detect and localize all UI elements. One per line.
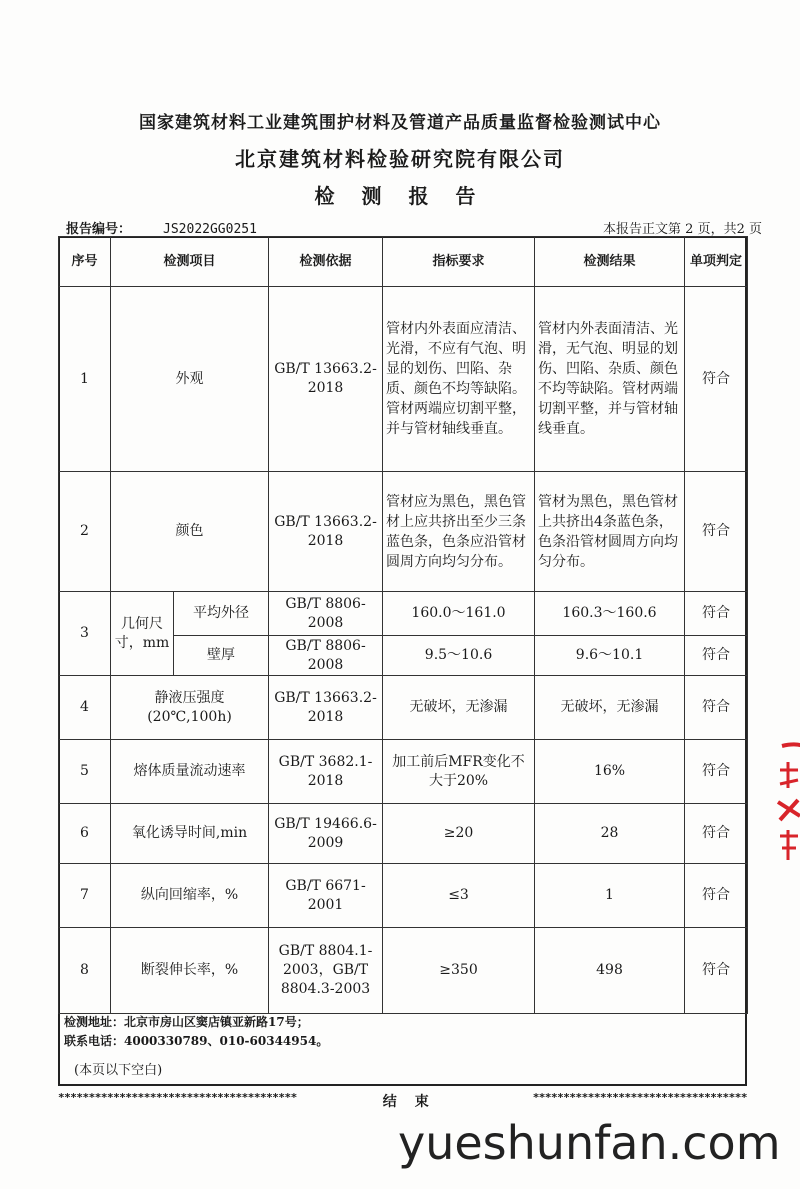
row-basis: GB/T 8806-2008 <box>269 636 383 676</box>
row-item: 断裂伸长率，% <box>111 928 269 1014</box>
row-item: 静液压强度(20℃,100h) <box>111 676 269 740</box>
watermark: yueshunfan.com <box>398 1116 781 1170</box>
row-requirement: 管材内外表面应清洁、光滑，不应有气泡、明显的划伤、凹陷、杂质、颜色不均等缺陷。管材两端应切割平整，并与管材轴线垂直。 <box>383 287 535 472</box>
end-stars-left: *************************************** <box>58 1091 297 1104</box>
header-requirement: 指标要求 <box>383 237 535 287</box>
row-item: 外观 <box>111 287 269 472</box>
row-result: 无破坏，无渗漏 <box>535 676 685 740</box>
row-requirement: 管材应为黑色，黑色管材上应共挤出至少三条蓝色条，色条应沿管材圆周方向均匀分布。 <box>383 472 535 592</box>
row-verdict: 符合 <box>685 740 748 804</box>
row-result: 9.6～10.1 <box>535 636 685 676</box>
results-table <box>58 236 748 1014</box>
row-seq: 5 <box>59 740 111 804</box>
row-result: 管材内外表面清洁、光滑，无气泡、明显的划伤、凹陷、杂质、颜色不均等缺陷。管材两端切割平整，并与管材轴线垂直。 <box>535 287 685 472</box>
end-stars-right: *********************************** <box>532 1091 747 1104</box>
center-name: 国家建筑材料工业建筑围护材料及管道产品质量监督检验测试中心 <box>139 113 661 133</box>
row-seq: 2 <box>59 472 111 592</box>
row-basis: GB/T 3682.1-2018 <box>269 740 383 804</box>
table-row <box>59 592 748 636</box>
row-item: 颜色 <box>111 472 269 592</box>
row-verdict: 符合 <box>685 472 748 592</box>
row-requirement: ≤3 <box>383 864 535 928</box>
header-basis: 检测依据 <box>269 237 383 287</box>
document-title: 检 测 报 告 <box>314 184 486 208</box>
table-row <box>59 472 748 592</box>
row-seq: 1 <box>59 287 111 472</box>
table-row <box>59 864 748 928</box>
row-seq: 4 <box>59 676 111 740</box>
row-basis: GB/T 13663.2-2018 <box>269 676 383 740</box>
row-seq: 8 <box>59 928 111 1014</box>
row-subitem: 壁厚 <box>174 636 269 676</box>
row-verdict: 符合 <box>685 928 748 1014</box>
table-header-row <box>59 237 748 287</box>
row-subitem: 平均外径 <box>174 592 269 636</box>
row-basis: GB/T 19466.6-2009 <box>269 804 383 864</box>
row-result: 管材为黑色，黑色管材上共挤出4条蓝色条，色条沿管材圆周方向均匀分布。 <box>535 472 685 592</box>
row-item: 氧化诱导时间,min <box>111 804 269 864</box>
row-requirement: 9.5～10.6 <box>383 636 535 676</box>
end-line <box>58 1091 747 1111</box>
header-item: 检测项目 <box>111 237 269 287</box>
end-word: 结束 <box>382 1094 447 1110</box>
row-verdict: 符合 <box>685 864 748 928</box>
row-item: 纵向回缩率，% <box>111 864 269 928</box>
row-requirement: 160.0～161.0 <box>383 592 535 636</box>
table-row <box>59 928 748 1014</box>
row-basis: GB/T 8804.1-2003，GB/T 8804.3-2003 <box>269 928 383 1014</box>
row-verdict: 符合 <box>685 636 748 676</box>
header-verdict: 单项判定 <box>685 237 748 287</box>
row-item: 熔体质量流动速率 <box>111 740 269 804</box>
table-row <box>59 287 748 472</box>
table-row <box>59 804 748 864</box>
header-result: 检测结果 <box>535 237 685 287</box>
row-requirement: ≥350 <box>383 928 535 1014</box>
row-seq: 7 <box>59 864 111 928</box>
institute-name: 北京建筑材料检验研究院有限公司 <box>235 147 565 171</box>
row-seq: 6 <box>59 804 111 864</box>
row-result: 498 <box>535 928 685 1014</box>
row-basis: GB/T 13663.2-2018 <box>269 472 383 592</box>
red-seal-stamp <box>768 740 800 870</box>
page-info: 本报告正文第 2 页，共2 页 <box>603 222 762 237</box>
row-verdict: 符合 <box>685 287 748 472</box>
table-row <box>59 676 748 740</box>
row-basis: GB/T 13663.2-2018 <box>269 287 383 472</box>
header-seq: 序号 <box>59 237 111 287</box>
row-result: 160.3～160.6 <box>535 592 685 636</box>
row-basis: GB/T 6671-2001 <box>269 864 383 928</box>
blank-note: (本页以下空白) <box>74 1063 163 1078</box>
row-requirement: 无破坏，无渗漏 <box>383 676 535 740</box>
row-seq: 3 <box>59 592 111 676</box>
footer-address: 检测地址：北京市房山区窦店镇亚新路17号； <box>64 1015 309 1029</box>
footer-phone: 联系电话：4000330789、010-60344954。 <box>64 1034 329 1048</box>
row-verdict: 符合 <box>685 592 748 636</box>
report-number-value: JS2022GG0251 <box>163 222 257 237</box>
report-number-label: 报告编号： <box>66 222 132 237</box>
row-item: 几何尺寸，mm <box>111 592 174 676</box>
row-result: 28 <box>535 804 685 864</box>
row-requirement: ≥20 <box>383 804 535 864</box>
row-result: 1 <box>535 864 685 928</box>
table-row <box>59 740 748 804</box>
row-requirement: 加工前后MFR变化不大于20% <box>383 740 535 804</box>
row-basis: GB/T 8806-2008 <box>269 592 383 636</box>
footer-contact <box>64 1013 328 1051</box>
report-number <box>66 218 257 237</box>
row-result: 16% <box>535 740 685 804</box>
row-verdict: 符合 <box>685 676 748 740</box>
row-verdict: 符合 <box>685 804 748 864</box>
